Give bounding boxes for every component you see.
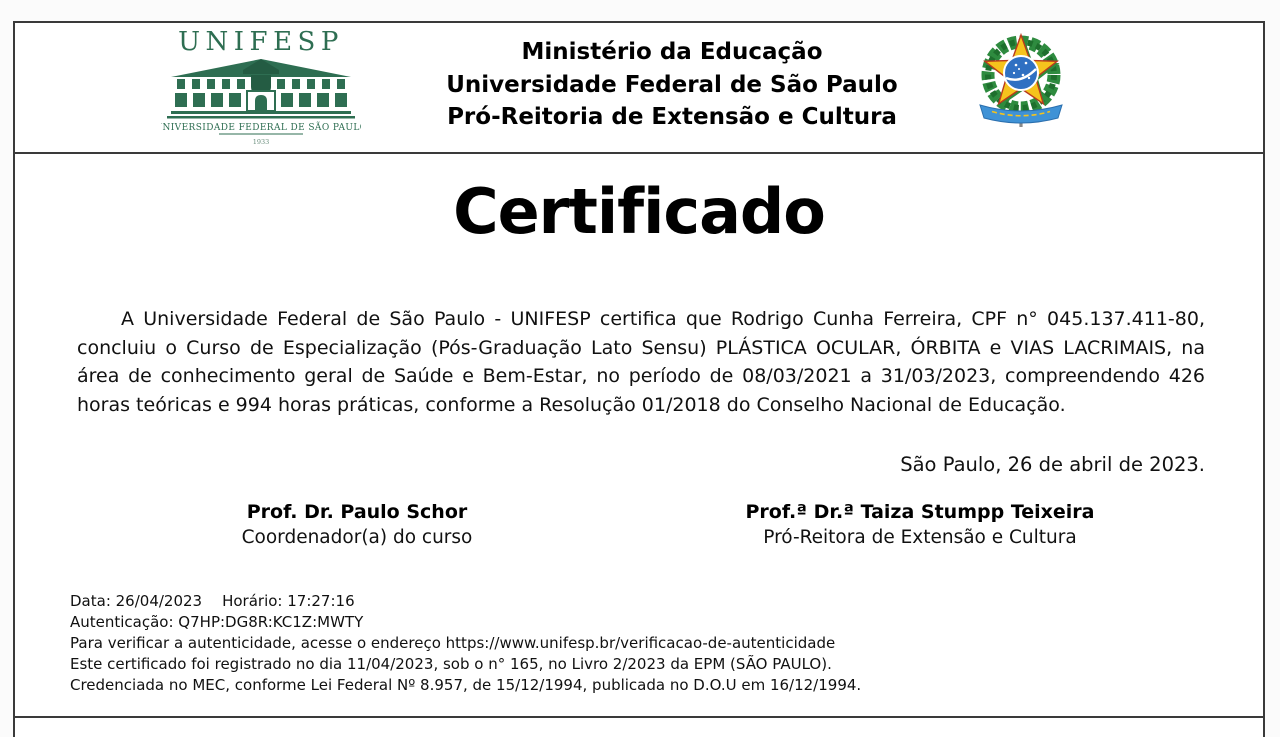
footer-accreditation-line: Credenciada no MEC, conforme Lei Federal Nº 8.957, de 15/12/1994, publicada no D.O.U em 16/12/1994. (70, 676, 862, 694)
signer-role: Pró-Reitora de Extensão e Cultura (763, 527, 1077, 548)
footer-divider (13, 716, 1265, 718)
signer-name: Prof.ª Dr.ª Taiza Stumpp Teixeira (745, 501, 1095, 523)
footer-date: Data: 26/04/2023 (70, 592, 203, 610)
certificate-header (15, 23, 1263, 154)
unifesp-logo-year: 1933 (252, 138, 270, 146)
certificate-title: Certificado (453, 175, 825, 248)
authentication-footer (70, 591, 1210, 696)
ministry-line: Ministério da Educação (521, 39, 823, 65)
signer-name: Prof. Dr. Paulo Schor (246, 501, 468, 523)
certificate-sheet (13, 21, 1265, 737)
university-line: Universidade Federal de São Paulo (446, 71, 898, 98)
signature-coordinator (147, 500, 567, 550)
signer-role: Coordenador(a) do curso (241, 527, 473, 548)
unifesp-logo-acronym: UNIFESP (178, 29, 344, 57)
footer-date-time-line (70, 591, 1210, 612)
footer-registry-line: Este certificado foi registrado no dia 11/04/2023, sob o n° 165, no Livro 2/2023 da EPM (SÃO PAULO). (70, 655, 832, 673)
unifesp-logo-subtitle: UNIVERSIDADE FEDERAL DE SÃO PAULO (161, 123, 361, 133)
footer-verify-url-line: Para verificar a autenticidade, acesse o endereço https://www.unifesp.br/verificacao-de-autenticidade (70, 634, 836, 652)
header-title-block (322, 36, 1022, 134)
footer-time: Horário: 17:27:16 (222, 592, 355, 610)
prorectory-line: Pró-Reitoria de Extensão e Cultura (447, 104, 897, 130)
place-date-line: São Paulo, 26 de abril de 2023. (900, 453, 1205, 476)
footer-authentication-code: Autenticação: Q7HP:DG8R:KC1Z:MWTY (70, 613, 364, 631)
signature-prorector (710, 500, 1130, 550)
brazil-coat-of-arms-icon (965, 31, 1077, 141)
certificate-body-text: A Universidade Federal de São Paulo - UNIFESP certifica que Rodrigo Cunha Ferreira, CPF n° 045.137.411-80, concluiu o Curso de Especialização (Pós-Graduação Lato Sensu) PLÁSTICA OCULAR, ÓRBITA e VIAS LACRIMAIS, na área de conhecimento geral de Saúde e Bem-Estar, no período de 08/03/2021 a 31/03/2023, compreendendo 426 horas teóricas e 994 horas práticas, conforme a Resolução 01/2018 do Conselho Nacional de Educação. (77, 308, 1205, 417)
